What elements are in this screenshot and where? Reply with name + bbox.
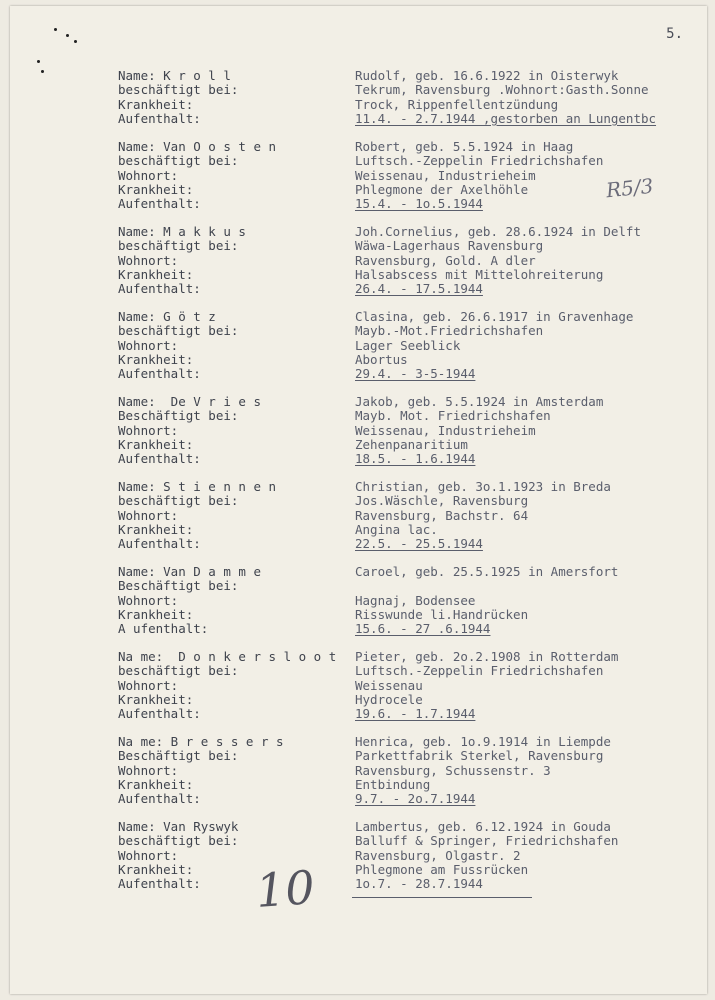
- field-value: Ravensburg, Gold. A dler: [355, 252, 536, 268]
- name-label: Na me: B r e s s e r s: [118, 734, 284, 749]
- entry-row: [118, 494, 698, 508]
- name-label: Name: Van D a m m e: [118, 564, 261, 579]
- entry-name-row: [118, 225, 698, 239]
- field-value: Entbindung: [355, 776, 431, 792]
- entry-row: [118, 438, 698, 452]
- field-value: Halsabscess mit Mittelohreiterung: [355, 266, 604, 282]
- entry-row: [118, 367, 698, 381]
- entry-name-row: [118, 650, 698, 664]
- stay-dates: 22.5. - 25.5.1944: [355, 536, 483, 552]
- field-value: Lager Seeblick: [355, 337, 461, 353]
- field-value: Ravensburg, Schussenstr. 3: [355, 762, 551, 778]
- patient-entry: [118, 565, 698, 636]
- field-value: Henrica, geb. 1o.9.1914 in Liempde: [355, 734, 611, 749]
- stay-dates: 15.6. - 27 .6.1944: [355, 621, 491, 637]
- field-label: Krankheit:: [118, 776, 194, 792]
- entry-row: [118, 579, 698, 593]
- entry-row: [118, 707, 698, 721]
- entry-row: [118, 197, 698, 211]
- field-value: Luftsch.-Zeppelin Friedrichshafen: [355, 153, 604, 169]
- name-label: Name: Van O o s t e n: [118, 139, 277, 154]
- entry-name-row: [118, 310, 698, 324]
- field-value: Angina lac.: [355, 521, 438, 537]
- entry-row: [118, 112, 698, 126]
- entry-row: [118, 749, 698, 763]
- field-label: Krankheit:: [118, 861, 194, 877]
- entry-name-row: [118, 69, 698, 83]
- field-value: Ravensburg, Olgastr. 2: [355, 847, 521, 863]
- stay-dates: 19.6. - 1.7.1944: [355, 706, 476, 722]
- entry-row: [118, 679, 698, 693]
- entry-row: [118, 183, 698, 197]
- field-label: Krankheit:: [118, 436, 194, 452]
- field-value: Jos.Wäschle, Ravensburg: [355, 493, 529, 509]
- field-label: Aufenthalt:: [118, 876, 201, 892]
- entry-row: [118, 324, 698, 338]
- entry-row: [118, 509, 698, 523]
- entry-row: [118, 239, 698, 253]
- stay-dates: 26.4. - 17.5.1944: [355, 281, 483, 297]
- patient-entry: [118, 650, 698, 721]
- field-label: A ufenthalt:: [118, 621, 209, 637]
- entry-row: [118, 764, 698, 778]
- field-label: Aufenthalt:: [118, 366, 201, 382]
- field-label: Beschäftigt bei:: [118, 748, 239, 764]
- field-value: Abortus: [355, 351, 408, 367]
- field-label: beschäftigt bei:: [118, 833, 239, 849]
- entry-row: [118, 452, 698, 466]
- field-label: Aufenthalt:: [118, 451, 201, 467]
- patient-entry: [118, 820, 698, 891]
- field-label: Wohnort:: [118, 252, 179, 268]
- field-value: Weissenau, Industrieheim: [355, 167, 536, 183]
- punch-hole-mark: [37, 60, 40, 63]
- name-label: Name: M a k k u s: [118, 224, 246, 239]
- field-label: Aufenthalt:: [118, 110, 201, 126]
- entry-name-row: [118, 140, 698, 154]
- entry-name-row: [118, 480, 698, 494]
- field-label: Wohnort:: [118, 677, 179, 693]
- entry-row: [118, 523, 698, 537]
- field-value: Phlegmone am Fussrücken: [355, 861, 529, 877]
- punch-hole-mark: [54, 28, 57, 31]
- patient-entry: [118, 395, 698, 466]
- field-label: Wohnort:: [118, 422, 179, 438]
- field-value: Tekrum, Ravensburg .Wohnort:Gasth.Sonne: [355, 82, 649, 98]
- name-label: Name: S t i e n n e n: [118, 479, 277, 494]
- field-label: Beschäftigt bei:: [118, 578, 239, 594]
- field-label: Wohnort:: [118, 592, 179, 608]
- entry-row: [118, 282, 698, 296]
- entry-row: [118, 877, 698, 891]
- field-label: Aufenthalt:: [118, 196, 201, 212]
- field-value: Zehenpanaritium: [355, 436, 468, 452]
- field-value: Clasina, geb. 26.6.1917 in Gravenhage: [355, 309, 634, 324]
- entry-name-row: [118, 565, 698, 579]
- field-label: Krankheit:: [118, 181, 194, 197]
- field-label: Krankheit:: [118, 691, 194, 707]
- entry-row: [118, 409, 698, 423]
- field-label: Wohnort:: [118, 507, 179, 523]
- entry-row: [118, 169, 698, 183]
- punch-hole-mark: [66, 34, 69, 37]
- field-label: beschäftigt bei:: [118, 238, 239, 254]
- field-label: Aufenthalt:: [118, 536, 201, 552]
- entry-name-row: [118, 820, 698, 834]
- stay-dates: 29.4. - 3-5-1944: [355, 366, 476, 382]
- field-label: Aufenthalt:: [118, 791, 201, 807]
- field-label: beschäftigt bei:: [118, 153, 239, 169]
- field-value: Mayb. Mot. Friedrichshafen: [355, 408, 551, 424]
- archive-reference-handwritten: R5/3: [604, 173, 655, 203]
- punch-hole-mark: [41, 70, 44, 73]
- field-value: Hydrocele: [355, 691, 423, 707]
- entry-name-row: [118, 735, 698, 749]
- patient-entry: [118, 480, 698, 551]
- field-value: Risswunde li.Handrücken: [355, 606, 529, 622]
- field-label: Krankheit:: [118, 521, 194, 537]
- entry-row: [118, 693, 698, 707]
- name-label: Na me: D o n k e r s l o o t: [118, 649, 337, 664]
- patient-entry: [118, 310, 698, 381]
- entry-row: [118, 849, 698, 863]
- field-label: Wohnort:: [118, 337, 179, 353]
- entry-name-row: [118, 395, 698, 409]
- field-label: Aufenthalt:: [118, 281, 201, 297]
- field-label: beschäftigt bei:: [118, 323, 239, 339]
- stay-dates: 1o.7. - 28.7.1944: [355, 876, 483, 892]
- entry-row: [118, 537, 698, 551]
- field-value: Mayb.-Mot.Friedrichshafen: [355, 323, 544, 339]
- field-value: Wäwa-Lagerhaus Ravensburg: [355, 238, 544, 254]
- stay-dates: 11.4. - 2.7.1944 ,gestorben an Lungentbc: [355, 110, 657, 126]
- entry-row: [118, 594, 698, 608]
- count-handwritten: 10: [254, 860, 317, 918]
- entry-row: [118, 834, 698, 848]
- stay-dates: 9.7. - 2o.7.1944: [355, 791, 476, 807]
- entry-row: [118, 608, 698, 622]
- field-value: Balluff & Springer, Friedrichshafen: [355, 833, 619, 849]
- entry-row: [118, 792, 698, 806]
- field-value: Robert, geb. 5.5.1924 in Haag: [355, 139, 574, 154]
- punch-hole-mark: [74, 40, 77, 43]
- field-value: Hagnaj, Bodensee: [355, 592, 476, 608]
- page-number: 5.: [666, 26, 683, 42]
- field-value: Phlegmone der Axelhöhle: [355, 181, 529, 197]
- field-label: Aufenthalt:: [118, 706, 201, 722]
- name-label: Name: G ö t z: [118, 309, 216, 324]
- field-label: Krankheit:: [118, 351, 194, 367]
- entry-row: [118, 339, 698, 353]
- field-label: Krankheit:: [118, 266, 194, 282]
- entry-row: [118, 863, 698, 877]
- entry-row: [118, 83, 698, 97]
- field-value: Weissenau, Industrieheim: [355, 422, 536, 438]
- field-label: beschäftigt bei:: [118, 82, 239, 98]
- field-label: beschäftigt bei:: [118, 493, 239, 509]
- patient-entry: [118, 69, 698, 126]
- field-label: Krankheit:: [118, 96, 194, 112]
- patient-entry: [118, 225, 698, 296]
- name-label: Name: De V r i e s: [118, 394, 261, 409]
- field-value: Parkettfabrik Sterkel, Ravensburg: [355, 748, 604, 764]
- field-value: Rudolf, geb. 16.6.1922 in Oisterwyk: [355, 68, 619, 83]
- field-label: beschäftigt bei:: [118, 663, 239, 679]
- field-label: Beschäftigt bei:: [118, 408, 239, 424]
- entry-row: [118, 664, 698, 678]
- entry-row: [118, 353, 698, 367]
- field-value: Joh.Cornelius, geb. 28.6.1924 in Delft: [355, 224, 641, 239]
- field-value: Caroel, geb. 25.5.1925 in Amersfort: [355, 564, 619, 579]
- field-label: Krankheit:: [118, 606, 194, 622]
- field-value: Ravensburg, Bachstr. 64: [355, 507, 529, 523]
- entry-row: [118, 778, 698, 792]
- field-value: Christian, geb. 3o.1.1923 in Breda: [355, 479, 611, 494]
- stay-dates: 18.5. - 1.6.1944: [355, 451, 476, 467]
- field-value: Weissenau: [355, 677, 423, 693]
- field-value: Lambertus, geb. 6.12.1924 in Gouda: [355, 819, 611, 834]
- patient-entry: [118, 735, 698, 806]
- field-label: Wohnort:: [118, 167, 179, 183]
- entry-row: [118, 622, 698, 636]
- entry-row: [118, 98, 698, 112]
- entry-row: [118, 268, 698, 282]
- entry-row: [118, 254, 698, 268]
- field-label: Wohnort:: [118, 762, 179, 778]
- stay-dates: 15.4. - 1o.5.1944: [355, 196, 483, 212]
- field-value: Luftsch.-Zeppelin Friedrichshafen: [355, 663, 604, 679]
- field-value: Pieter, geb. 2o.2.1908 in Rotterdam: [355, 649, 619, 664]
- field-label: Wohnort:: [118, 847, 179, 863]
- name-label: Name: Van Ryswyk: [118, 819, 239, 834]
- field-value: Jakob, geb. 5.5.1924 in Amsterdam: [355, 394, 604, 409]
- patient-entry: [118, 140, 698, 211]
- name-label: Name: K r o l l: [118, 68, 231, 83]
- entry-row: [118, 154, 698, 168]
- field-value: Trock, Rippenfellentzündung: [355, 96, 559, 112]
- closing-underline: [352, 897, 532, 898]
- entry-row: [118, 424, 698, 438]
